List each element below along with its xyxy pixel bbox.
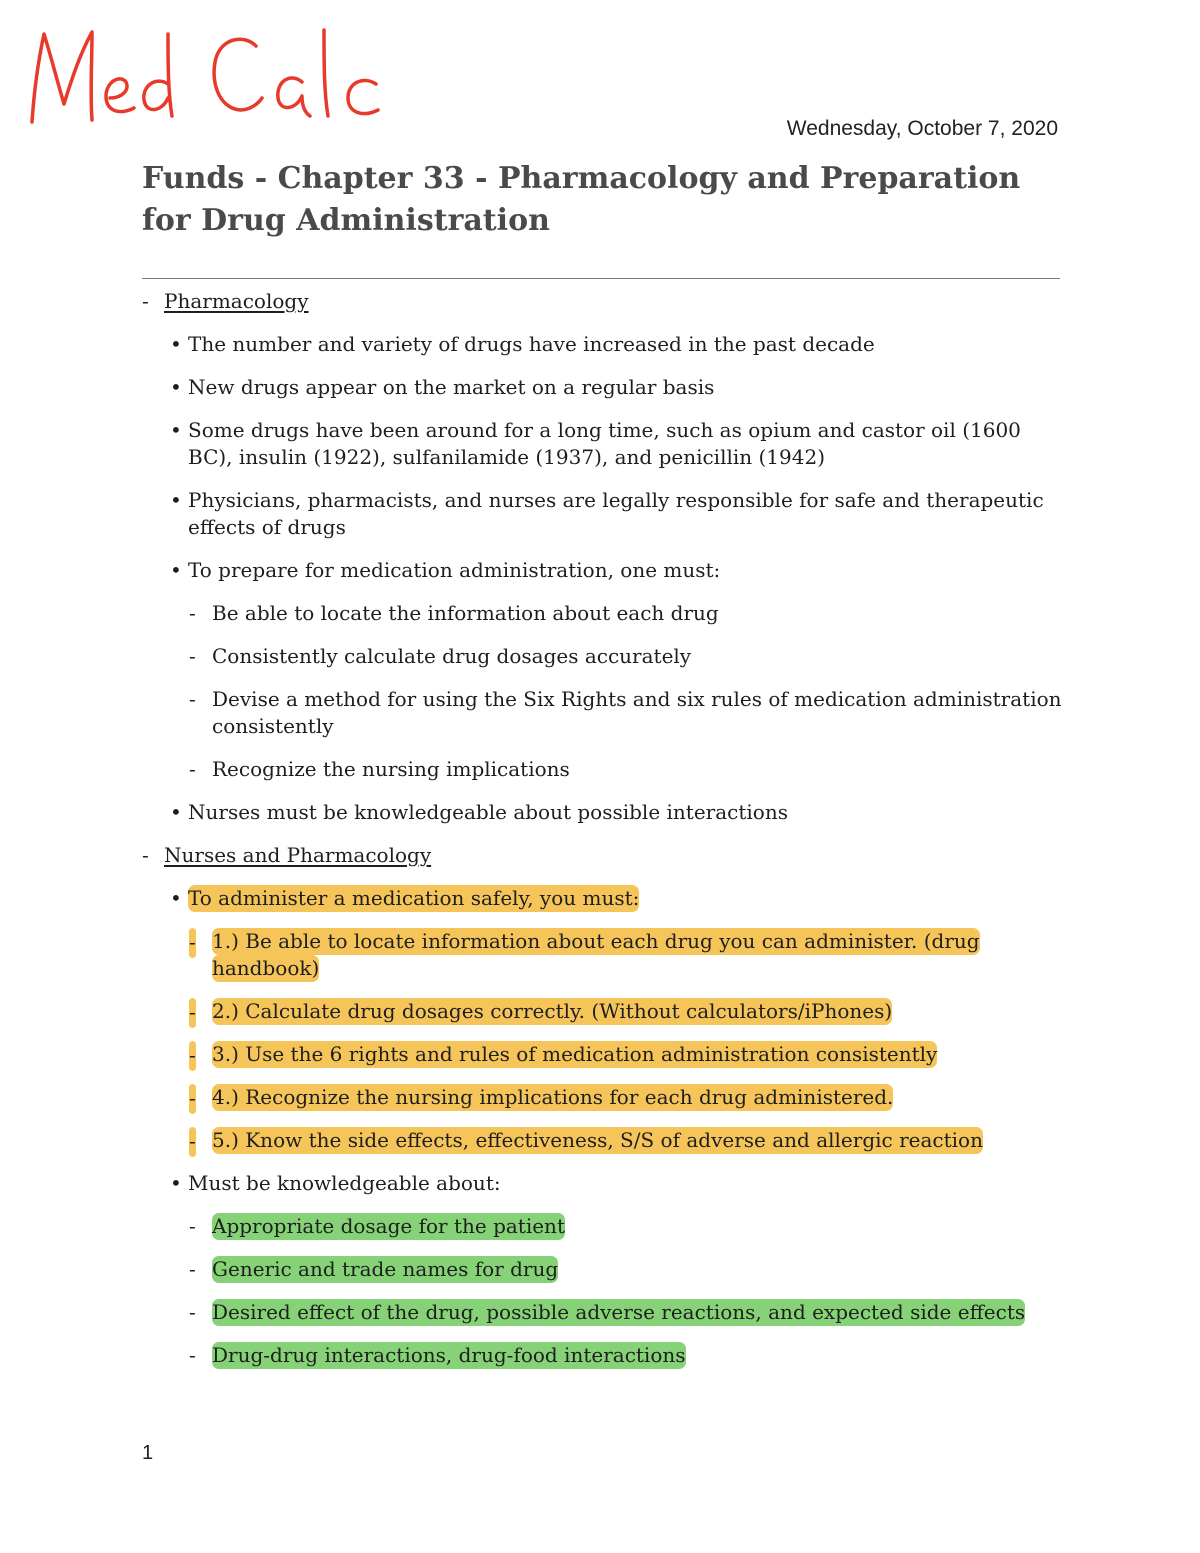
bullet-marker: • (170, 1171, 182, 1195)
bullet-marker: • (170, 800, 182, 824)
step-item: - 4.) Recognize the nursing implications for each drug administered. (142, 1084, 1062, 1111)
dash-marker: - (189, 687, 196, 711)
step-item: - 1.) Be able to locate information about each drug you can administer. (drug handbook) (189, 929, 980, 980)
sub-item: - Be able to locate the information about each drug (189, 601, 719, 625)
dash-marker: - (142, 843, 149, 867)
dash-marker: - (189, 1041, 196, 1071)
bullet-item: • To prepare for medication administration, one must: (170, 558, 721, 582)
bullet-marker: • (170, 558, 182, 582)
section-heading: - Pharmacology (142, 289, 309, 313)
dash-marker: - (189, 1343, 196, 1367)
dash-marker: - (189, 1257, 196, 1281)
svg-text:Med Calc: Med Calc (18, 12, 23, 13)
bullet-marker: • (170, 418, 182, 442)
knowledge-item: - Generic and trade names for drug (189, 1257, 559, 1281)
dash-marker: - (189, 601, 196, 625)
bullet-item: • Some drugs have been around for a long time, such as opium and castor oil (1600 BC), insulin (1922), sulfanilamide (1937), and penicillin (1942) (170, 418, 1021, 469)
bullet-marker: • (170, 332, 182, 356)
bullet-marker: • (170, 886, 182, 910)
handwritten-title (18, 12, 388, 137)
step-item: - 5.) Know the side effects, effectiveness, S/S of adverse and allergic reaction (142, 1127, 1062, 1154)
note-date: Wednesday, October 7, 2020 (786, 117, 1058, 140)
sub-item: - Recognize the nursing implications (189, 757, 570, 781)
title-divider (142, 278, 1060, 279)
dash-marker: - (189, 1300, 196, 1324)
step-item: - 2.) Calculate drug dosages correctly. (Without calculators/iPhones) (142, 998, 1062, 1025)
step-item: - 3.) Use the 6 rights and rules of medication administration consistently (142, 1041, 1062, 1068)
dash-marker: - (189, 757, 196, 781)
sub-item: - Consistently calculate drug dosages accurately (189, 644, 692, 668)
dash-marker: - (189, 1127, 196, 1157)
bullet-item: • The number and variety of drugs have increased in the past decade (170, 332, 875, 356)
bullet-item: • Nurses must be knowledgeable about possible interactions (170, 800, 788, 824)
bullet-marker: • (170, 488, 182, 512)
knowledge-item: - Drug-drug interactions, drug-food interactions (189, 1343, 686, 1367)
note-body (142, 285, 1062, 1385)
knowledge-item: - Appropriate dosage for the patient (189, 1214, 565, 1238)
bullet-item: • Physicians, pharmacists, and nurses are legally responsible for safe and therapeutic effects of drugs (170, 488, 1044, 539)
sub-item: - Devise a method for using the Six Rights and six rules of medication administration consistently (189, 687, 1062, 738)
page-number: 1 (142, 1442, 154, 1464)
section-heading: - Nurses and Pharmacology (142, 843, 432, 867)
dash-marker: - (189, 644, 196, 668)
dash-marker: - (189, 998, 196, 1028)
bullet-item-highlighted: • To administer a medication safely, you must: (170, 886, 640, 910)
page-title: Funds - Chapter 33 - Pharmacology and Preparation for Drug Administration (142, 161, 1021, 238)
dash-marker: - (189, 928, 196, 958)
bullet-item: • Must be knowledgeable about: (170, 1171, 501, 1195)
dash-marker: - (142, 289, 149, 313)
dash-marker: - (189, 1084, 196, 1114)
dash-marker: - (189, 1214, 196, 1238)
knowledge-item: - Desired effect of the drug, possible adverse reactions, and expected side effects (189, 1300, 1026, 1324)
bullet-marker: • (170, 375, 182, 399)
bullet-item: • New drugs appear on the market on a regular basis (170, 375, 715, 399)
